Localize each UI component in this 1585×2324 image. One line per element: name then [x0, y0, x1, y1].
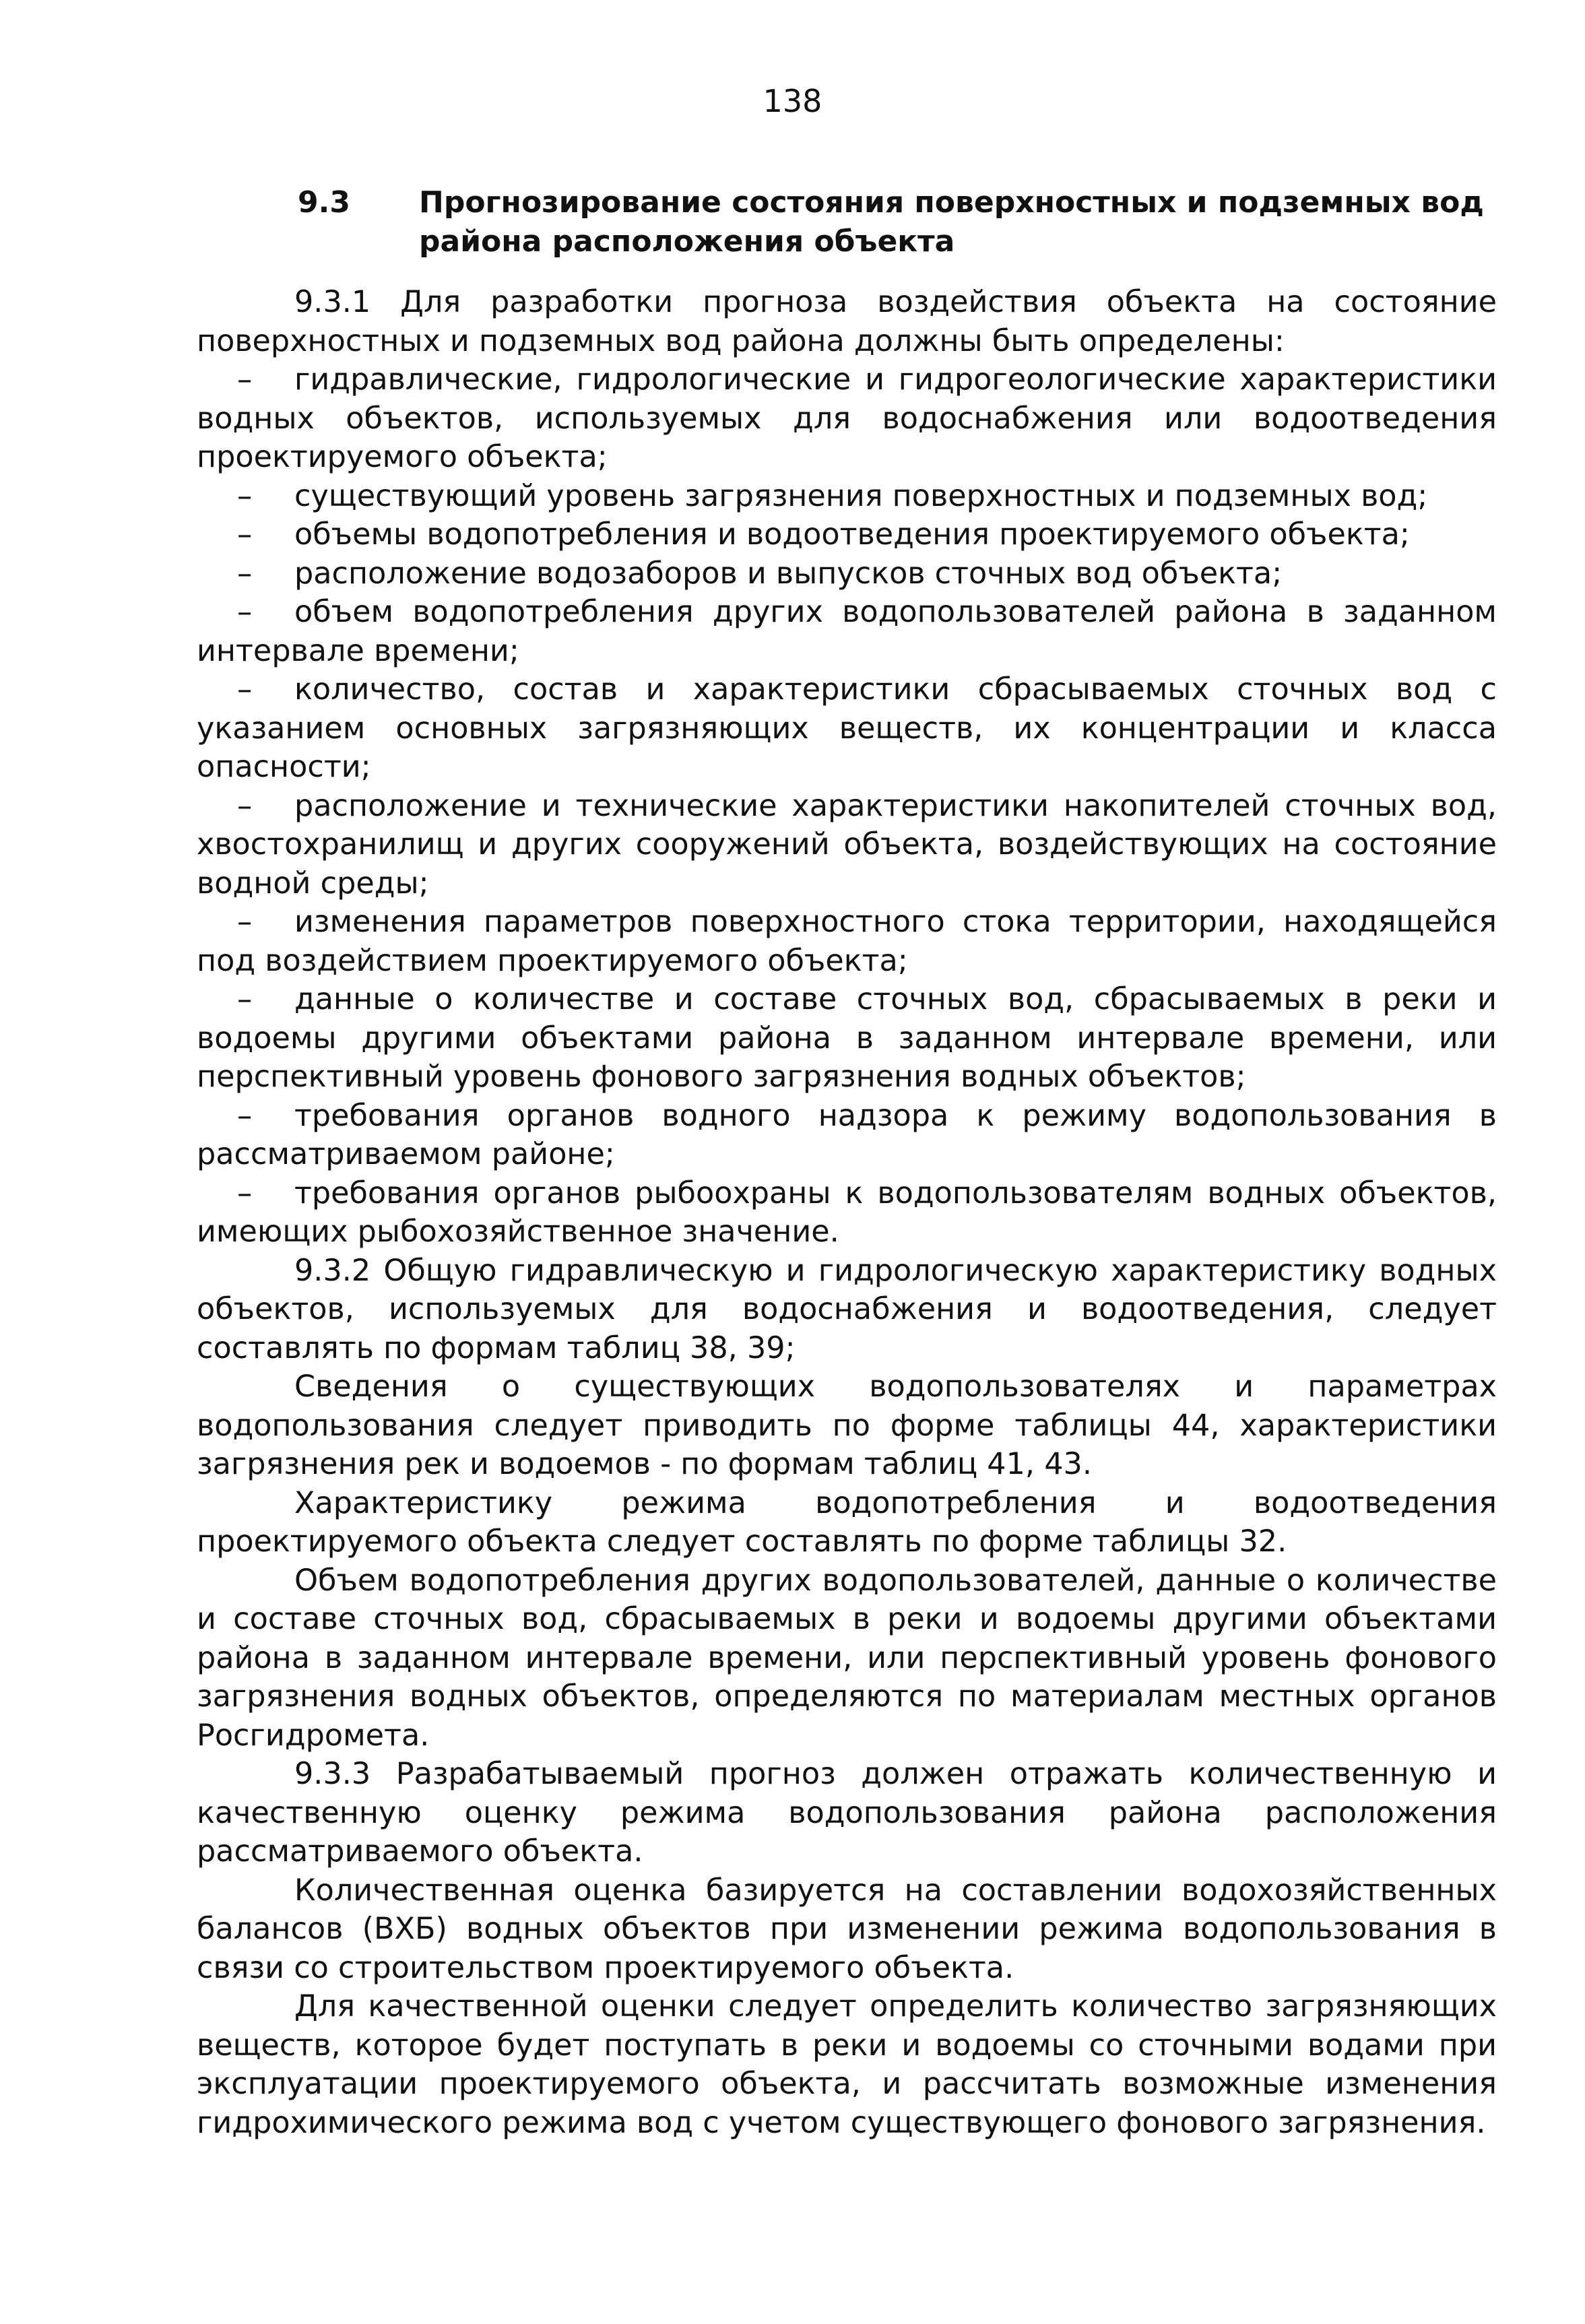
clause-9-3-2-paragraph: Характеристику режима водопотребления и водоотведения проектируемого объекта следует составлять по форме таблицы 32.: [197, 1485, 1497, 1559]
list-item: – гидравлические, гидрологические и гидрогеологические характеристики водных объектов, используемых для водоснабжения или водоотведения проектируемого объекта;: [197, 362, 1497, 474]
clause-9-3-3-paragraph: Для качественной оценки следует определить количество загрязняющих веществ, которое будет поступать в реки и водоемы со сточными водами при эксплуатации проектируемого объекта, и рассчитать возможные изменения гидрохимического режима вод с учетом существующего фонового загрязнения.: [197, 1989, 1497, 2140]
list-item: – количество, состав и характеристики сбрасываемых сточных вод с указанием основных загрязняющих веществ, их концентрации и класса опасности;: [197, 672, 1497, 784]
list-item: – объемы водопотребления и водоотведения проектируемого объекта;: [237, 517, 1410, 552]
list-item: – данные о количестве и составе сточных вод, сбрасываемых в реки и водоемы другими объектами района в заданном интервале времени, или перспективный уровень фонового загрязнения водных объектов;: [197, 982, 1497, 1094]
page-number: 138: [763, 83, 822, 119]
list-item: – расположение водозаборов и выпусков сточных вод объекта;: [237, 556, 1283, 591]
list-item: – объем водопотребления других водопользователей района в заданном интервале времени;: [197, 595, 1497, 668]
clause-9-3-3-paragraph: Количественная оценка базируется на составлении водохозяйственных балансов (ВХБ) водных объектов при изменении режима водопользования в связи со строительством проектируемого объекта.: [197, 1873, 1497, 1985]
list-item: – изменения параметров поверхностного стока территории, находящейся под воздействием проектируемого объекта;: [197, 905, 1497, 978]
list-item: – требования органов рыбоохраны к водопользователям водных объектов, имеющих рыбохозяйственное значение.: [197, 1175, 1497, 1249]
document-body: [197, 283, 1497, 2142]
section-title: Прогнозирование состояния поверхностных и подземных вод района расположения объекта: [419, 185, 1484, 259]
clause-9-3-2-paragraph: 9.3.2 Общую гидравлическую и гидрологическую характеристику водных объектов, используемых для водоснабжения и водоотведения, следует составлять по формам таблиц 38, 39;: [197, 1253, 1497, 1365]
clause-9-3-2-paragraph: Сведения о существующих водопользователях и параметрах водопользования следует приводить по форме таблицы 44, характеристики загрязнения рек и водоемов - по формам таблиц 41, 43.: [197, 1369, 1497, 1481]
list-item: – требования органов водного надзора к режиму водопользования в рассматриваемом районе;: [197, 1098, 1497, 1171]
list-item: – расположение и технические характеристики накопителей сточных вод, хвостохранилищ и других сооружений объекта, воздействующих на состояние водной среды;: [197, 788, 1497, 901]
section-number: 9.3: [298, 185, 350, 220]
list-item: – существующий уровень загрязнения поверхностных и подземных вод;: [237, 478, 1428, 513]
clause-9-3-1-lead: 9.3.1 Для разработки прогноза воздействия объекта на состояние поверхностных и подземных вод района должны быть определены:: [197, 285, 1497, 358]
clause-9-3-2-paragraph: Объем водопотребления других водопользователей, данные о количестве и составе сточных вод, сбрасываемых в реки и водоемы другими объектами района в заданном интервале времени, или перспективный уровень фонового загрязнения водных объектов, определяются по материалам местных органов Росгидромета.: [197, 1563, 1497, 1753]
clause-9-3-3-paragraph: 9.3.3 Разрабатываемый прогноз должен отражать количественную и качественную оценку режима водопользования района расположения рассматриваемого объекта.: [197, 1757, 1497, 1869]
